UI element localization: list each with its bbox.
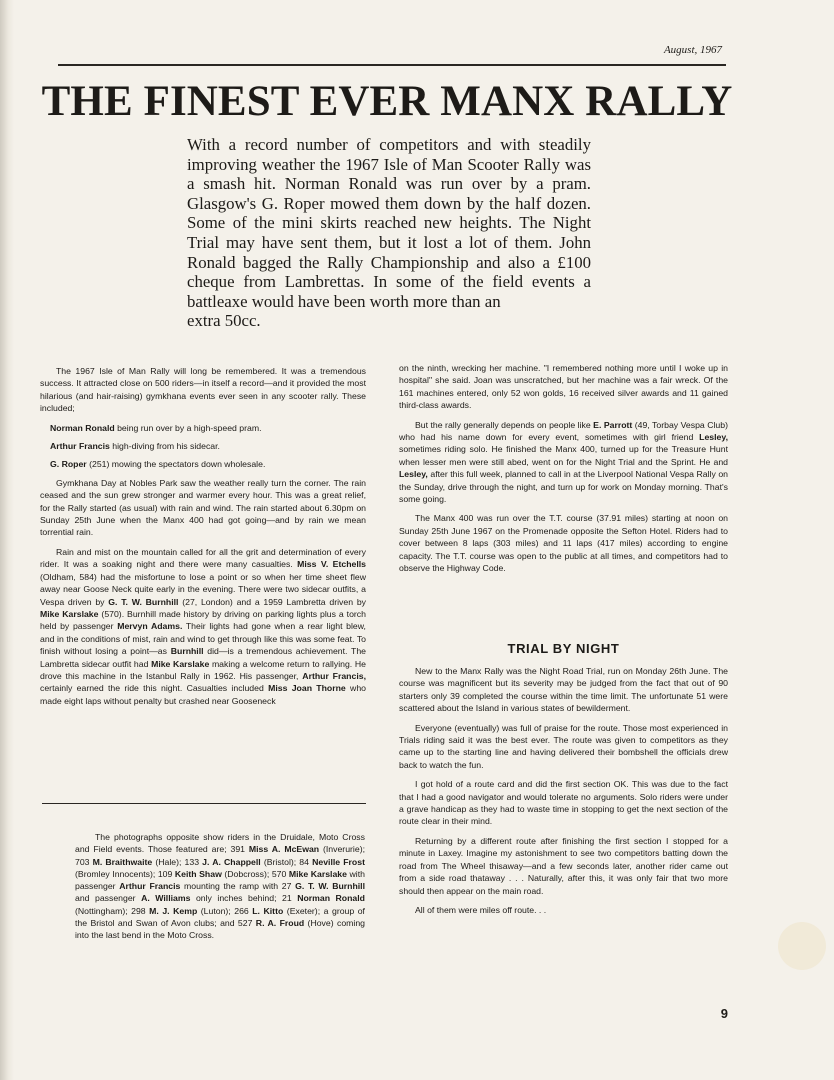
right-paragraph-4: New to the Manx Rally was the Night Road Trial, run on Monday 26th June. The course was magnificent but its severity may be judged from the fact that out of 90 starters only 39 completed the course within the time limit. The unfortunate 51 were scattered about the Island in various states of bewilderment. bbox=[399, 666, 728, 714]
left-paragraph-3: Rain and mist on the mountain called for all the grit and determination of every rider. It was a soaking night and there were many casualties. Miss V. Etchells (Oldham, 584) had the misfortune to lose a point or so when her time sheet flew away near Goose Neck quite early in the evening. There were two sidecar outfits, a Vespa driven by G. T. W. Burnhill (27, London) and a 1959 Lambretta driven by Mike Karslake (570). Burnhill made history by driving on parking lights plus a torch held by passenger Mervyn Adams. Their lights had gone when a rear light blew, and in the conditions of mist, rain and wind to get through like this was some feat. To finish without losing a point—as Burnhill did—is a tremendous achievement. The Lambretta sidecar outfit had Mike Karslake making a welcome return to rallying. He drove this machine in the Istanbul Rally in 1962. His passenger, Arthur Francis, certainly earned the ride this night. Casualties included Miss Joan Thorne who made eight laps without penalty but crashed near Gooseneck bbox=[40, 546, 367, 706]
right-paragraph-7: Returning by a different route after finishing the first section I stopped for a minute in Laxey. Imagine my astonishment to see two competitors batting down the road from The Wheel thisaway—and a few seconds later, another rider came out from a side road thataway . . . Naturally, after this, it was only fair that two more should then appear on the main road. bbox=[399, 835, 728, 896]
left-column bbox=[40, 365, 366, 714]
right-paragraph-3: The Manx 400 was run over the T.T. course (37.91 miles) starting at noon on Sunday 25th June 1967 on the Promenade opposite the Sefton Hotel. Riders had to cover between 8 laps (303 miles) and 11 laps (417 miles) according to engine capacity. The T.T. course was open to the public at all times, and competitors had to observe the Highway Code. bbox=[399, 513, 728, 574]
intro-text: With a record number of competitors and with steadily improving weather the 1967 Isle of Man Scooter Rally was a smash hit. Norman Ronald was run over by a pram. Glasgow's G. Roper mowed them down by the half dozen. Some of the mini skirts reached new heights. The Night Trial may have sent them, but it lost a lot of them. John Ronald bagged the Rally Championship and also a £100 cheque from Lambrettas. In some of the field events a battleaxe would have been worth more than an bbox=[187, 135, 591, 311]
caption-text: The photographs opposite show riders in the Druidale, Moto Cross and Field events. Those featured are; 391 Miss A. McEwan (Inverurie); 703 M. Braithwaite (Hale); 133 J. A. Chappell (Bristol); 84 Neville Frost (Bromley Innocents); 109 Keith Shaw (Dobcross); 570 Mike Karslake with passenger Arthur Francis mounting the ramp with 27 G. T. W. Burnhill and passenger A. Williams only inches behind; 21 Norman Ronald (Nottingham); 298 M. J. Kemp (Luton); 266 L. Kitto (Exeter); a group of the Bristol and Swan of Avon clubs; and 527 R. A. Froud (Hove) coming into the last bend in the Moto Cross. bbox=[75, 832, 366, 941]
trial-by-night-column bbox=[399, 665, 728, 923]
top-rule bbox=[58, 64, 726, 66]
gymkhana-item: Arthur Francis high-diving from his sidecar. bbox=[50, 441, 220, 452]
right-paragraph-6: I got hold of a route card and did the first section OK. This was due to the fact that I had a good navigator and would tolerate no arguments. Solo riders were under a grave handicap as they had to waste time in stopping to get the next section of the route clear in their mind. bbox=[399, 779, 728, 827]
section-heading: TRIAL BY NIGHT bbox=[507, 641, 620, 656]
intro-paragraph bbox=[187, 135, 591, 331]
page-binding-edge bbox=[0, 0, 14, 1080]
right-column bbox=[399, 362, 728, 582]
gymkhana-item: G. Roper (251) mowing the spectators down wholesale. bbox=[50, 459, 266, 470]
paper-stain bbox=[778, 922, 826, 970]
gymkhana-item: Norman Ronald being run over by a high-speed pram. bbox=[50, 422, 262, 433]
page-number: 9 bbox=[720, 1006, 728, 1021]
issue-date: August, 1967 bbox=[663, 44, 722, 56]
headline: THE FINEST EVER MANX RALLY bbox=[41, 78, 733, 125]
right-paragraph-5: Everyone (eventually) was full of praise for the route. Those most experienced in Trials riding said it was the best ever. The route was given to competitors as they came up to the starting line and having delivered their bombshell the officials drew back to watch the fun. bbox=[399, 722, 728, 770]
right-paragraph-8: All of them were miles off route. . . bbox=[415, 904, 547, 915]
left-paragraph-1: The 1967 Isle of Man Rally will long be remembered. It was a tremendous success. It attracted close on 500 riders—in itself a record—and it provided the most hilarious (and hair-raising) gymkhana events ever seen in any scooter rally. These included; bbox=[40, 366, 366, 414]
caption-divider bbox=[42, 803, 366, 804]
photo-caption bbox=[75, 831, 365, 942]
intro-last-line: extra 50cc. bbox=[187, 311, 261, 331]
right-paragraph-1: on the ninth, wrecking her machine. "I remembered nothing more until I woke up in hospital" she said. Joan was unscratched, but her machine was a fair wreck. Of the 161 machines entered, only 52 won golds, 16 received silver awards and 11 gained third-class awards. bbox=[399, 363, 728, 411]
right-paragraph-2: But the rally generally depends on people like E. Parrott (49, Torbay Vespa Club) who had his name down for every event, sometimes with girl friend Lesley, sometimes riding solo. He finished the Manx 400, turned up for the Treasure Hunt when lesser men were still abed, went on for the Night Trial and the Sprint. He and Lesley, after this full week, planned to call in at the Liverpool National Vespa Rally on the Sunday, drive through the night, and turn up for work on Monday morning. That's some going. bbox=[399, 419, 728, 505]
left-paragraph-2: Gymkhana Day at Nobles Park saw the weather really turn the corner. The rain ceased and the sun grew stronger and warmer every hour. This was a great relief, for the Rally started (as usual) with rain and wind. The rain started about 6.30pm on Sunday 25th June when the Manx 400 had got going—and by rain we mean torrential rain. bbox=[40, 477, 366, 538]
